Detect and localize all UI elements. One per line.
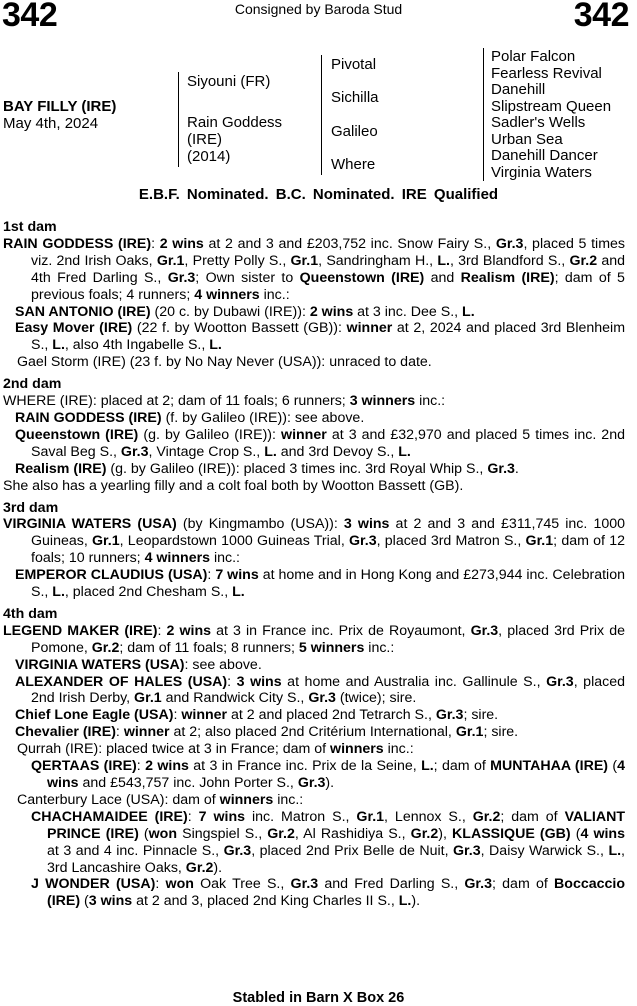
bold-text: winners	[219, 791, 274, 808]
text-run: , Pretty Polly S.,	[184, 252, 291, 269]
bold-text: 5 winners	[298, 639, 365, 656]
pedigree-entry	[3, 741, 625, 758]
pedigree-gen2-4: Where	[331, 156, 376, 173]
text-run: Gael Storm (IRE) (23 f. by No Nay Never (USA)): unraced to date.	[17, 354, 432, 371]
bold-text: Gr.3	[120, 443, 149, 460]
bold-text: winner	[123, 724, 170, 741]
bold-text: winners	[330, 741, 384, 758]
section-heading: 2nd dam	[3, 376, 62, 393]
text-run: , placed 2nd Chesham S.,	[64, 584, 233, 601]
text-run: .	[514, 460, 519, 477]
text-run: Singspiel S.,	[177, 825, 268, 842]
section-heading: 4th dam	[3, 605, 58, 622]
pedigree-divider-1	[178, 72, 179, 167]
text-run: (	[80, 893, 89, 910]
text-run: :	[157, 622, 167, 639]
text-run: , placed 2nd Prix Belle de Nuit,	[251, 842, 454, 859]
text-run: , placed 2nd Irish Derby,	[31, 673, 625, 707]
pedigree-entry	[3, 427, 625, 461]
text-run: (twice); sire.	[335, 690, 417, 707]
bold-text: Queenstown (IRE)	[299, 269, 425, 286]
text-run: :	[173, 707, 182, 724]
pedigree-entry	[3, 461, 625, 478]
text-run: and Fred Darling S.,	[318, 876, 465, 893]
catalogue-body	[3, 219, 625, 910]
pedigree-gen3-3: Danehill	[491, 81, 546, 98]
bold-text: RAIN GODDESS (IRE)	[3, 235, 152, 252]
bold-text: Gr.1	[290, 252, 319, 269]
bold-text: Queenstown (IRE)	[15, 426, 139, 443]
text-run: (by Kingmambo (USA)):	[176, 516, 344, 533]
bold-text: Gr.3	[349, 533, 377, 550]
nominations-line: E.B.F. Nominated. B.C. Nominated. IRE Qualified	[138, 186, 499, 203]
text-run: at 3 and £32,970 and placed 5 times inc. 2nd Saval Beg S.,	[31, 426, 625, 460]
bold-text: 2 wins	[159, 235, 204, 252]
bold-text: Gr.3	[290, 876, 319, 893]
text-run: Qurrah (IRE): placed twice at 3 in France; dam of	[17, 741, 331, 758]
text-run: , placed 5 times viz. 2nd Irish Oaks,	[31, 235, 625, 269]
text-run: :	[136, 758, 146, 775]
bold-text: L.	[398, 443, 411, 460]
bold-text: L.	[209, 337, 222, 354]
text-run: inc.:	[210, 550, 240, 567]
bold-text: J WONDER (USA)	[31, 876, 156, 893]
text-run: :	[155, 876, 166, 893]
pedigree-entry	[3, 354, 625, 371]
text-run: and £543,757 inc. John Porter S.,	[78, 775, 298, 791]
consignor: Consigned by Baroda Stud	[234, 1, 403, 17]
text-run: She also has a yearling filly and a colt foal both by Wootton Bassett (GB).	[3, 477, 464, 494]
text-run: ; dam of 12 foals; 10 runners;	[31, 533, 625, 567]
section-heading: 3rd dam	[3, 499, 59, 516]
pedigree-dam-line-2: (IRE)	[187, 131, 222, 148]
stabling-footer: Stabled in Barn X Box 26	[232, 990, 405, 1006]
bold-text: L.	[264, 443, 277, 460]
pedigree-divider-2	[321, 55, 322, 175]
pedigree-entry	[3, 724, 625, 741]
bold-text: 4 wins	[47, 758, 625, 791]
pedigree-gen3-8: Virginia Waters	[491, 163, 592, 181]
bold-text: Gr.2	[569, 252, 598, 269]
text-run: at 2 and 3, placed 2nd King Charles II S.,	[132, 893, 399, 910]
text-run: at 3 in France inc. Prix de Royaumont,	[211, 622, 471, 639]
bold-text: winner	[346, 320, 393, 337]
bold-text: Gr.3	[297, 775, 326, 791]
text-run: Oak Tree S.,	[193, 876, 291, 893]
text-run: , 3rd Lancashire Oaks,	[47, 842, 625, 876]
bold-text: Gr.1	[92, 533, 120, 550]
bold-text: 2 wins	[309, 303, 354, 320]
text-run: (	[138, 825, 149, 842]
text-run: :	[227, 673, 237, 690]
bold-text: SAN ANTONIO (IRE)	[15, 303, 151, 320]
text-run: :	[115, 724, 124, 741]
bold-text: KLASSIQUE (GB)	[452, 825, 571, 842]
lot-number-right: 342	[573, 0, 629, 34]
bold-text: Gr.1	[525, 533, 554, 550]
text-run: at 2 and placed 2nd Tetrarch S.,	[227, 707, 436, 724]
text-run: :	[187, 808, 199, 825]
bold-text: L.	[437, 252, 450, 269]
bold-text: Gr.2	[472, 808, 501, 825]
bold-text: L.	[52, 584, 65, 601]
text-run: inc.:	[415, 393, 446, 410]
pedigree-gen2-3: Galileo	[331, 123, 378, 140]
text-run: :	[151, 235, 160, 252]
bold-text: 3 wins	[343, 516, 390, 533]
bold-text: won	[148, 825, 178, 842]
bold-text: Chevalier (IRE)	[15, 724, 116, 741]
text-run: , placed 3rd Matron S.,	[376, 533, 526, 550]
text-run: ; dam of	[492, 876, 555, 893]
bold-text: L.	[398, 893, 412, 910]
bold-text: QERTAAS (IRE)	[31, 758, 137, 775]
text-run: (22 f. by Wootton Bassett (GB)):	[132, 320, 347, 337]
bold-text: 2 wins	[166, 622, 212, 639]
text-run: at 2 and 3 and £203,752 inc. Snow Fairy S.,	[203, 235, 496, 252]
horse-foaled-date: May 4th, 2024	[3, 115, 99, 132]
text-run: ; sire.	[483, 724, 519, 741]
bold-text: Gr.3	[223, 842, 252, 859]
text-run: , Daisy Warwick S.,	[480, 842, 609, 859]
bold-text: Easy Mover (IRE)	[15, 320, 133, 337]
text-run: , Al Rashidiya S.,	[294, 825, 411, 842]
bold-text: L.	[608, 842, 622, 859]
horse-name: BAY FILLY (IRE)	[3, 98, 117, 115]
bold-text: VIRGINIA WATERS (USA)	[15, 656, 185, 673]
bold-text: Gr.2	[267, 825, 295, 842]
text-run: and 3rd Devoy S.,	[276, 443, 399, 460]
pedigree-entry	[3, 567, 625, 601]
bold-text: Realism (IRE)	[15, 460, 107, 477]
text-run: and Randwick City S.,	[161, 690, 309, 707]
bold-text: Gr.3	[495, 235, 524, 252]
bold-text: 2 wins	[145, 758, 189, 775]
text-run: (g. by Galileo (IRE)):	[138, 426, 282, 443]
bold-text: VALIANT PRINCE (IRE)	[47, 808, 626, 842]
text-run: (g. by Galileo (IRE)): placed 3 times inc. 3rd Royal Whip S.,	[106, 460, 488, 477]
pedigree-entry	[3, 410, 625, 427]
text-run: (20 c. by Dubawi (IRE)):	[150, 303, 310, 320]
bold-text: Gr.1	[134, 690, 162, 707]
pedigree-entry	[3, 320, 625, 354]
pedigree-gen2-2: Sichilla	[331, 89, 379, 106]
pedigree-entry	[3, 657, 625, 674]
bold-text: L.	[232, 584, 245, 601]
text-run: , Lennox S.,	[384, 808, 473, 825]
text-run: at 2 and 3 and £311,745 inc. 1000 Guineas,	[31, 516, 626, 550]
bold-text: L.	[52, 337, 65, 354]
text-run: ; dam of	[500, 808, 565, 825]
bold-text: Chief Lone Eagle (USA)	[15, 707, 174, 724]
pedigree-gen2-1: Pivotal	[331, 56, 377, 73]
text-run: , also 4th Ingabelle S.,	[64, 337, 210, 354]
text-run: inc.:	[273, 791, 304, 808]
text-run: ).	[213, 859, 223, 876]
bold-text: Gr.3	[167, 269, 196, 286]
bold-text: Gr.3	[453, 842, 481, 859]
lot-number-left: 342	[2, 0, 58, 34]
text-run: inc. Matron S.,	[245, 808, 357, 825]
section-heading: 1st dam	[3, 219, 57, 235]
bold-text: 3 wins	[236, 673, 282, 690]
text-run: , Leopardstown 1000 Guineas Trial,	[119, 533, 349, 550]
bold-text: EMPEROR CLAUDIUS (USA)	[15, 567, 208, 584]
bold-text: 3 wins	[88, 893, 133, 910]
text-run: at 3 and 4 inc. Pinnacle S.,	[47, 842, 224, 859]
bold-text: Gr.2	[185, 859, 214, 876]
pedigree-entry	[3, 516, 625, 567]
pedigree-gen3-4: Slipstream Queen	[491, 97, 612, 115]
text-run: and 4th Fred Darling S.,	[31, 252, 626, 286]
bold-text: RAIN GODDESS (IRE)	[15, 409, 162, 426]
bold-text: MUNTAHAA (IRE)	[490, 758, 609, 775]
pedigree-gen3-5: Sadler's Wells	[491, 114, 586, 131]
bold-text: 7 wins	[215, 567, 259, 584]
bold-text: Gr.3	[435, 707, 464, 724]
bold-text: 4 winners	[194, 286, 260, 303]
pedigree-gen3-6: Urban Sea	[491, 130, 563, 148]
bold-text: winner	[281, 426, 327, 443]
pedigree-entry	[3, 876, 625, 910]
pedigree-gen3-1: Polar Falcon	[491, 48, 576, 65]
text-run: , placed 3rd Prix de Pomone,	[31, 622, 626, 656]
pedigree-entry	[3, 674, 625, 708]
pedigree-dam-line-3: (2014)	[187, 148, 231, 165]
bold-text: Gr.3	[487, 460, 515, 477]
text-run: inc.:	[259, 286, 290, 303]
text-run: ; dam of 5 previous foals; 4 runners;	[31, 269, 625, 303]
bold-text: 4 wins	[580, 825, 625, 842]
pedigree-entry	[3, 809, 625, 877]
bold-text: Gr.1	[156, 252, 185, 269]
bold-text: Gr.2	[410, 825, 439, 842]
bold-text: LEGEND MAKER (IRE)	[3, 622, 158, 639]
text-run: ; dam of	[433, 758, 491, 775]
text-run: at 2; also placed 2nd Critérium International,	[169, 724, 456, 741]
bold-text: Gr.1	[356, 808, 385, 825]
pedigree-entry	[3, 236, 625, 304]
pedigree-divider-3	[483, 48, 484, 181]
text-run: , Sandringham H.,	[318, 252, 438, 269]
text-run: (f. by Galileo (IRE)): see above.	[161, 409, 365, 426]
text-run: at 3 in France inc. Prix de la Seine,	[188, 758, 422, 775]
text-run: and	[424, 269, 461, 286]
pedigree-entry	[3, 707, 625, 724]
text-run: ),	[438, 825, 453, 842]
text-run: ; sire.	[463, 707, 499, 724]
bold-text: 3 winners	[349, 393, 416, 410]
bold-text: 7 wins	[198, 808, 246, 825]
text-run: ; dam of 11 foals; 8 runners;	[119, 639, 299, 656]
text-run: (	[570, 825, 581, 842]
pedigree-entry	[3, 304, 625, 321]
bold-text: Realism (IRE)	[460, 269, 555, 286]
bold-text: Gr.3	[470, 622, 499, 639]
text-run: (	[608, 758, 618, 775]
bold-text: 4 winners	[144, 550, 211, 567]
text-run: ; Own sister to	[195, 269, 300, 286]
pedigree-dam-line-1: Rain Goddess	[187, 114, 283, 131]
text-run: : see above.	[184, 656, 262, 673]
pedigree-sire: Siyouni (FR)	[187, 73, 271, 90]
bold-text: Gr.3	[546, 673, 574, 690]
text-run: inc.:	[364, 639, 395, 656]
text-run: , Vintage Crop S.,	[148, 443, 265, 460]
bold-text: L.	[462, 303, 475, 320]
bold-text: CHACHAMAIDEE (IRE)	[31, 808, 188, 825]
bold-text: L.	[421, 758, 434, 775]
text-run: at 3 inc. Dee S.,	[353, 303, 463, 320]
text-run: WHERE (IRE): placed at 2; dam of 11 foals; 6 runners;	[3, 393, 350, 410]
text-run: inc.:	[383, 741, 414, 758]
bold-text: winner	[181, 707, 228, 724]
bold-text: Boccaccio (IRE)	[47, 876, 626, 910]
text-run: at home and Australia inc. Gallinule S.,	[281, 673, 547, 690]
pedigree-entry	[3, 623, 625, 657]
text-run: at 2, 2024 and placed 3rd Blenheim S.,	[31, 320, 626, 354]
pedigree-gen3-7: Danehill Dancer	[491, 147, 598, 164]
text-run: ).	[411, 893, 421, 910]
text-run: Canterbury Lace (USA): dam of	[17, 791, 220, 808]
bold-text: Gr.2	[91, 639, 120, 656]
text-run: ).	[325, 775, 335, 791]
bold-text: ALEXANDER OF HALES (USA)	[15, 673, 228, 690]
bold-text: Gr.3	[308, 690, 336, 707]
text-run: at home and in Hong Kong and £273,944 inc. Celebration S.,	[31, 567, 625, 601]
pedigree-entry	[3, 792, 625, 809]
text-run: , 3rd Blandford S.,	[449, 252, 570, 269]
text-run: :	[207, 567, 216, 584]
pedigree-entry	[3, 393, 625, 410]
bold-text: Gr.3	[464, 876, 492, 893]
pedigree-gen3-2: Fearless Revival	[491, 64, 602, 82]
pedigree-entry	[3, 478, 625, 495]
pedigree-entry	[3, 758, 625, 792]
bold-text: VIRGINIA WATERS (USA)	[3, 516, 177, 533]
bold-text: Gr.1	[455, 724, 484, 741]
bold-text: won	[165, 876, 194, 893]
